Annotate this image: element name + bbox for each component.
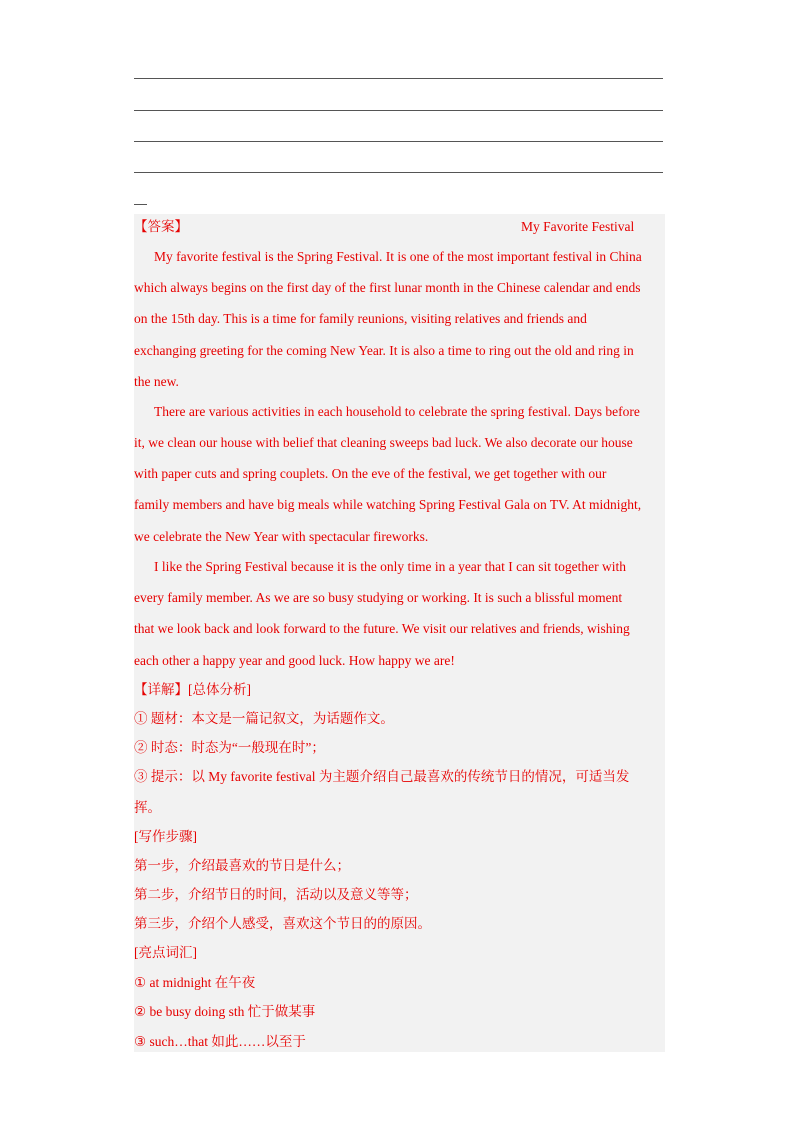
step-item: 第三步，介绍个人感受，喜欢这个节日的的原因。	[134, 916, 431, 931]
writing-line-end	[134, 204, 147, 205]
writing-line-3	[134, 141, 663, 142]
essay-line: that we look back and look forward to the future. We visit our relatives and friends, wishing	[134, 621, 630, 636]
essay-line: which always begins on the first day of the first lunar month in the Chinese calendar and ends	[134, 280, 641, 295]
analysis-item: ③ 提示：以 My favorite festival 为主题介绍自己最喜欢的传统节日的情况，可适当发	[134, 769, 630, 784]
analysis-item: 挥。	[134, 800, 161, 815]
essay-line: exchanging greeting for the coming New Year. It is also a time to ring out the old and ring in	[134, 343, 634, 358]
essay-line: the new.	[134, 374, 179, 389]
writing-line-1	[134, 78, 663, 79]
analysis-heading: 【详解】[总体分析]	[134, 682, 251, 697]
writing-line-2	[134, 110, 663, 111]
essay-line: My favorite festival is the Spring Festival. It is one of the most important festival in China	[154, 249, 642, 264]
analysis-item: ② 时态：时态为“一般现在时”；	[134, 740, 325, 755]
essay-line: we celebrate the New Year with spectacular fireworks.	[134, 529, 429, 544]
essay-line: every family member. As we are so busy studying or working. It is such a blissful moment	[134, 590, 623, 605]
step-item: 第二步，介绍节日的时间，活动以及意义等等；	[134, 887, 418, 902]
vocab-item: ② be busy doing sth 忙于做某事	[134, 1004, 316, 1019]
essay-line: it, we clean our house with belief that cleaning sweeps bad luck. We also decorate our house	[134, 435, 633, 450]
step-item: 第一步，介绍最喜欢的节日是什么；	[134, 858, 350, 873]
essay-line: I like the Spring Festival because it is the only time in a year that I can sit together with	[154, 559, 627, 574]
vocab-item: ① at midnight 在午夜	[134, 975, 256, 990]
essay-line: with paper cuts and spring couplets. On the eve of the festival, we get together with our	[134, 466, 607, 481]
analysis-item: ① 题材：本文是一篇记叙文，为话题作文。	[134, 711, 394, 726]
answer-label: 【答案】	[134, 219, 188, 234]
steps-heading: [写作步骤]	[134, 829, 197, 844]
vocab-heading: [亮点词汇]	[134, 945, 197, 960]
essay-title: My Favorite Festival	[521, 219, 635, 234]
writing-line-4	[134, 172, 663, 173]
essay-line: There are various activities in each household to celebrate the spring festival. Days before	[154, 404, 640, 419]
essay-line: each other a happy year and good luck. How happy we are!	[134, 653, 455, 668]
essay-line: family members and have big meals while watching Spring Festival Gala on TV. At midnight,	[134, 497, 642, 512]
vocab-item: ③ such…that 如此……以至于	[134, 1034, 306, 1049]
essay-line: on the 15th day. This is a time for family reunions, visiting relatives and friends and	[134, 311, 587, 326]
